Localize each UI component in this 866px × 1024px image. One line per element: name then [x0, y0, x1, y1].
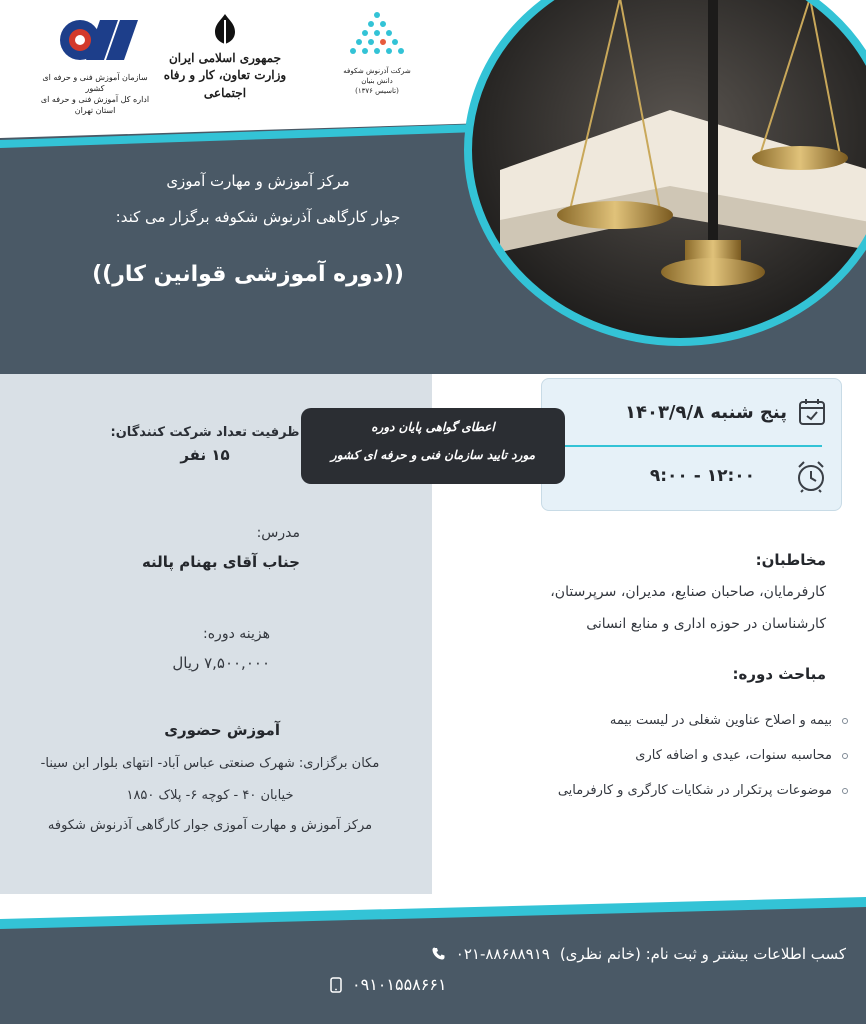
mobile-row — [330, 975, 447, 994]
ministry-logo-line1: جمهوری اسلامی ایران — [168, 51, 282, 65]
list-item — [470, 773, 848, 808]
phone-icon — [432, 947, 446, 961]
venue-line2: خیابان ۴۰ - کوچه ۶- پلاک ۱۸۵۰ — [126, 788, 294, 803]
fee-value: ۷,۵۰۰,۰۰۰ ریال — [172, 654, 270, 672]
contact-info-text: کسب اطلاعات بیشتر و ثبت نام: (خانم نظری) — [559, 945, 846, 963]
dots-triangle-icon — [332, 10, 422, 62]
certificate-line1: اعطای گواهی پایان دوره — [371, 420, 495, 434]
company-logo-line2: دانش بنیان — [361, 77, 393, 85]
bullet-icon — [842, 718, 848, 724]
instructor-label: مدرس: — [256, 525, 300, 541]
topics-label: مباحث دوره: — [732, 665, 826, 683]
ministry-logo — [160, 12, 290, 98]
course-time: ۹:۰۰ - ۱۲:۰۰ — [649, 466, 755, 486]
alarm-clock-icon — [795, 459, 827, 493]
iran-emblem-icon — [160, 12, 290, 46]
bullet-icon — [842, 753, 848, 759]
capacity-label: ظرفیت تعداد شرکت کنندگان: — [110, 425, 300, 440]
org-logo-line1: سازمان آموزش فنی و حرفه ای کشور — [42, 73, 148, 93]
fee-label: هزینه دوره: — [203, 626, 270, 642]
org-logo — [40, 14, 150, 115]
company-logo — [332, 10, 422, 102]
venue-line1: مکان برگزاری: شهرک صنعتی عباس آباد- انتهای بلوار ابن سینا- — [40, 756, 380, 771]
venue-line3: مرکز آموزش و مهارت آموزی جوار کارگاهی آذرنوش شکوفه — [47, 818, 373, 833]
contact-mobile[interactable]: ۰۹۱۰۱۵۵۸۶۶۱ — [352, 975, 447, 994]
list-item — [470, 738, 848, 773]
company-logo-line3: (تاسیس ۱۳۷۶) — [355, 87, 399, 95]
mobile-icon — [330, 977, 342, 993]
capacity-value: ۱۵ نفر — [180, 446, 230, 464]
instructor-name: جناب آقای بهنام پالنه — [141, 553, 300, 571]
certificate-badge — [301, 408, 565, 484]
topic-text: بیمه و اصلاح عناوین شغلی در لیست بیمه — [609, 713, 832, 728]
contact-phone[interactable]: ۰۲۱-۸۸۶۸۸۹۱۹ — [455, 945, 550, 963]
course-date: پنج شنبه ۱۴۰۳/۹/۸ — [624, 401, 787, 423]
ministry-logo-line2: وزارت تعاون، کار و رفاه اجتماعی — [163, 68, 287, 100]
company-logo-line1: شرکت آذرنوش شکوفه — [343, 67, 411, 75]
org-emblem-icon — [40, 14, 150, 68]
audience-line2: کارشناسان در حوزه اداری و منابع انسانی — [586, 616, 826, 632]
calendar-icon — [797, 397, 827, 427]
schedule-card — [541, 378, 842, 511]
course-title: ((دوره آموزشی قوانین کار)) — [92, 262, 404, 287]
banner-line1: مرکز آموزش و مهارت آموزی — [166, 172, 350, 190]
certificate-line2: مورد تایید سازمان فنی و حرفه ای کشور — [330, 448, 536, 462]
org-logo-line2: اداره کل آموزش فنی و حرفه ای استان تهران — [40, 95, 150, 115]
training-mode: آموزش حضوری — [164, 721, 280, 739]
topic-text: موضوعات پرتکرار در شکایات کارگری و کارفرمایی — [557, 783, 832, 798]
list-item — [470, 703, 848, 738]
audience-line1: کارفرمایان، صاحبان صنایع، مدیران، سرپرستان، — [550, 584, 826, 600]
card-divider — [564, 445, 822, 447]
audience-label: مخاطبان: — [755, 551, 826, 569]
topic-text: محاسبه سنوات، عیدی و اضافه کاری — [635, 748, 832, 763]
bullet-icon — [842, 788, 848, 794]
topics-list — [470, 703, 848, 808]
banner-line2: جوار کارگاهی آذرنوش شکوفه برگزار می کند: — [115, 208, 401, 226]
contact-row — [330, 945, 846, 963]
